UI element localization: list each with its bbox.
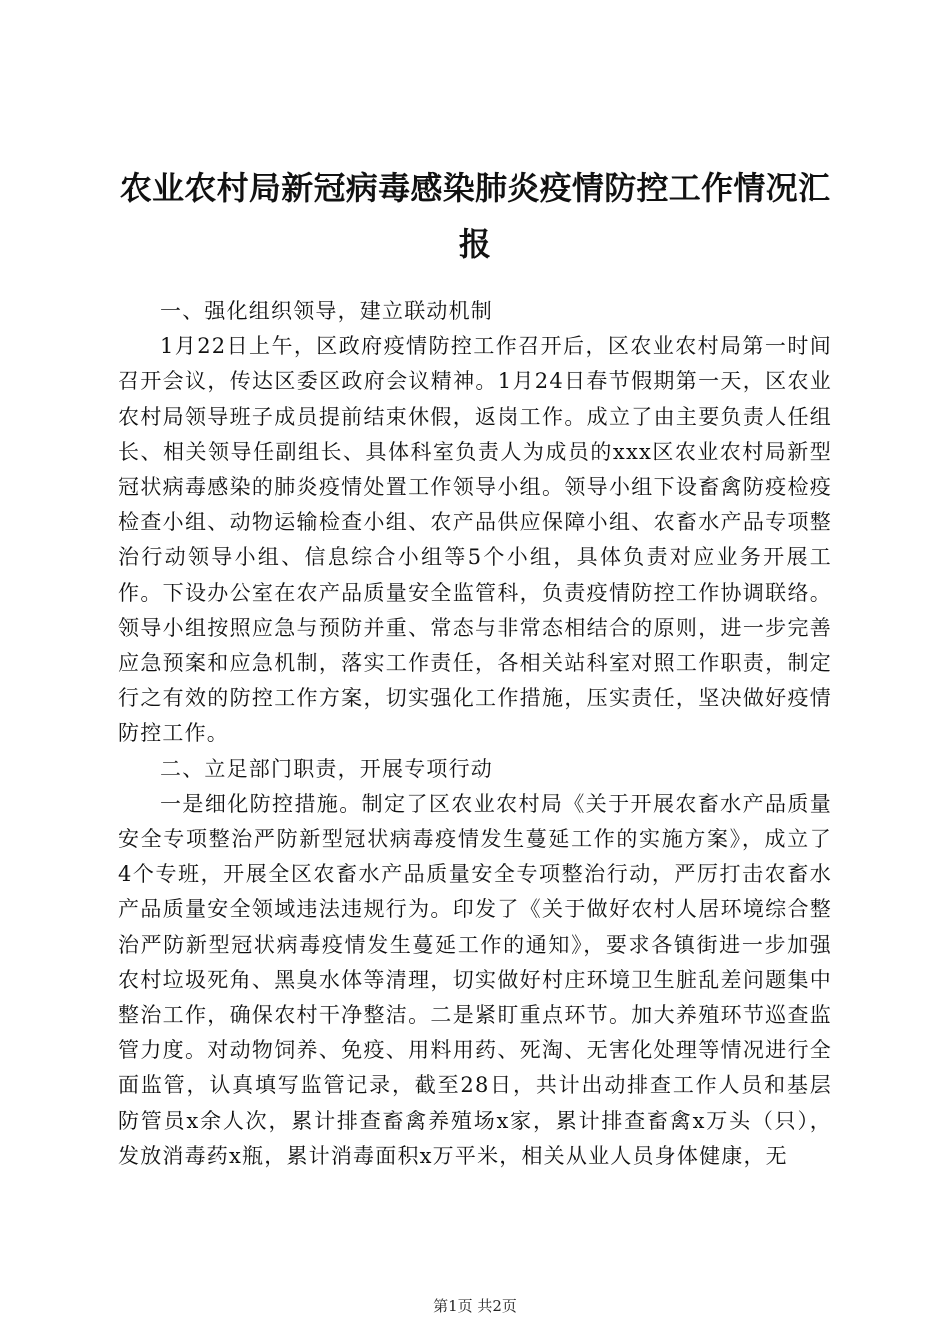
body-paragraph-2: 一是细化防控措施。制定了区农业农村局《关于开展农畜水产品质量安全专项整治严防新型冠状病毒疫情发生蔓延工作的实施方案》，成立了4个专班，开展全区农畜水产品质量安全专项整治行动，严厉打击农畜水产品质量安全领域违法违规行为。印发了《关于做好农村人居环境综合整治严防新型冠状病毒疫情发生蔓延工作的通知》，要求各镇街进一步加强农村垃圾死角、黑臭水体等清理，切实做好村庄环境卫生脏乱差问题集中整治工作，确保农村干净整洁。二是紧盯重点环节。加大养殖环节巡查监管力度。对动物饲养、免疫、用料用药、死淘、无害化处理等情况进行全面监管，认真填写监管记录，截至28日，共计出动排查工作人员和基层防管员x余人次，累计排查畜禽养殖场x家，累计排查畜禽x万头（只），发放消毒药x瓶，累计消毒面积x万平米，相关从业人员身体健康，无 — [118, 791, 832, 1168]
section-heading-1: 一、强化组织领导，建立联动机制 — [160, 299, 493, 323]
section-heading-2: 二、立足部门职责，开展专项行动 — [160, 756, 493, 781]
document-title: 农业农村局新冠病毒感染肺炎疫情防控工作情况汇报 — [119, 169, 831, 263]
page-footer: 第1页 共2页 — [433, 1297, 517, 1315]
body-paragraph-1: 1月22日上午，区政府疫情防控工作召开后，区农业农村局第一时间召开会议，传达区委区政府会议精神。1月24日春节假期第一天，区农业农村局领导班子成员提前结束休假，返岗工作。成立了由主要负责人任组长、相关领导任副组长、具体科室负责人为成员的xxx区农业农村局新型冠状病毒感染的肺炎疫情处置工作领导小组。领导小组下设畜禽防疫检疫检查小组、动物运输检查小组、农产品供应保障小组、农畜水产品专项整治行动领导小组、信息综合小组等5个小组，具体负责对应业务开展工作。下设办公室在农产品质量安全监管科，负责疫情防控工作协调联络。领导小组按照应急与预防并重、常态与非常态相结合的原则，进一步完善应急预案和应急机制，落实工作责任，各相关站科室对照工作职责，制定行之有效的防控工作方案，切实强化工作措施，压实责任，坚决做好疫情防控工作。 — [118, 334, 832, 746]
document-body — [118, 294, 832, 1174]
